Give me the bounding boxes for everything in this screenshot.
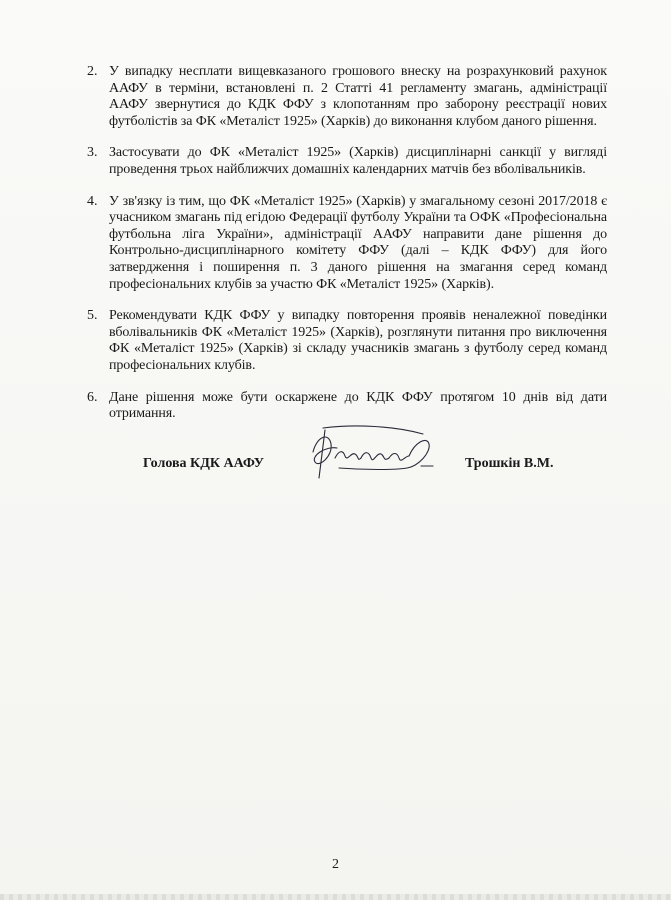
item-text: У зв'язку із тим, що ФК «Металіст 1925» (Харків) у змагальному сезоні 2017/2018 є учасником змагань під егідою Федерації футболу України та ОФК «Професіональна футбольна ліга України», адміністрації ААФУ направити дане рішення до Контрольно-дисциплінарного комітету ФФУ (далі – КДК ФФУ) для його затвердження і поширення п. 3 даного рішення на змагання серед команд професіональних клубів за участю ФК «Металіст 1925» (Харків). bbox=[109, 193, 607, 292]
signature-block bbox=[143, 448, 563, 488]
list-item bbox=[87, 308, 607, 374]
item-number: 5. bbox=[87, 308, 98, 324]
item-text: Застосувати до ФК «Металіст 1925» (Харків) дисциплінарні санкції у вигляді проведення трьох найближчих домашніх календарних матчів без вболівальників. bbox=[109, 145, 607, 177]
item-number: 3. bbox=[87, 145, 98, 161]
item-number: 2. bbox=[87, 64, 98, 79]
item-number: 4. bbox=[87, 193, 98, 209]
item-number: 6. bbox=[87, 389, 98, 405]
list-item bbox=[87, 390, 607, 423]
item-text: Рекомендувати КДК ФФУ у випадку повторення проявів неналежної поведінки вболівальників ФК «Металіст 1925» (Харків), розглянути питання про виключення ФК «Металіст 1925» (Харків) зі складу учасників змагань з футболу серед команд професіональних клубів. bbox=[109, 308, 607, 373]
list-item bbox=[87, 145, 607, 178]
handwritten-signature bbox=[295, 422, 445, 488]
list-item bbox=[87, 194, 607, 294]
decision-items bbox=[87, 64, 607, 438]
item-text: У випадку несплати вищевказаного грошового внеску на розрахунковий рахунок ААФУ в терміни, встановлені п. 2 Статті 41 регламенту змагань, адміністрації ААФУ звернутися до КДК ФФУ з клопотанням про заборону реєстрації нових футболістів за ФК «Металіст 1925» (Харків) до виконання клубом даного рішення. bbox=[109, 64, 607, 129]
scan-bottom-edge bbox=[0, 894, 671, 900]
signatory-name: Трошкін В.М. bbox=[465, 456, 554, 471]
signatory-position: Голова КДК ААФУ bbox=[143, 456, 265, 471]
list-item bbox=[87, 64, 607, 130]
page-number: 2 bbox=[332, 857, 339, 872]
item-text: Дане рішення може бути оскаржене до КДК ФФУ протягом 10 днів від дати отримання. bbox=[109, 389, 607, 422]
